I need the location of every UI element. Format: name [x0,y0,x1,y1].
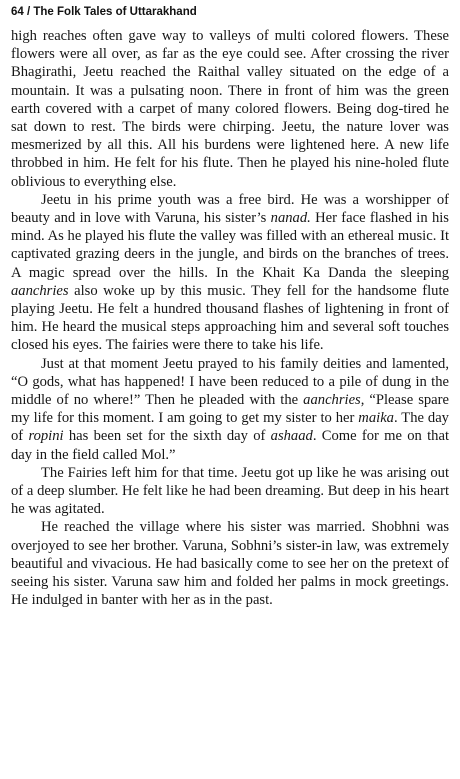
italic-term: aanchries [11,282,69,299]
paragraph [11,27,449,191]
text-segment: high reaches often gave way to valleys of multi colored flowers. These flowers were all over, as far as the eye could see. After crossing the river Bhagirathi, Jeetu reached the Raithal valley situated on the edge of a mountain. It was a pulsating noon. There in front of him was the green earth covered with a carpet of many colored flowers. Being dog-tired he sat down to rest. The birds were chirping. Jeetu, the nature lover was mesmerized by all this. All his burdens were lightened here. A new life throbbed in him. He felt for his flute. Then he played his nine-holed flute oblivious to everything else. [11,28,449,190]
text-segment: has been set for the sixth day of [63,428,271,445]
text-segment: Jeetu in his prime youth was a free bird. He was a worshipper of beauty and in love with Varuna, his sister’s [11,191,449,227]
italic-term: maika [358,410,394,427]
text-segment: , “Please spare my life for this moment. I am going to get my sister to her [11,392,449,427]
paragraph [11,464,449,519]
italic-term: ashaad [270,428,313,445]
italic-term: aanchries [303,392,361,409]
text-segment: Her face flashed in his mind. As he played his flute the valley was filled with an ethereal music. It captivated grazing deers in the jungle, and birds on the branches of trees. A magic spread over the hills. In the Khait Ka Danda the sleeping [11,210,449,281]
text-segment: The Fairies left him for that time. Jeetu got up like he was arising out of a deep slumber. He felt like he had been dreaming. But deep in his heart he was agitated. [11,464,449,518]
italic-term: nanad. [270,210,311,227]
text-segment: . The day of [11,410,449,445]
paragraph [11,191,449,355]
text-segment: . Come for me on that day in the field called Mol.” [11,428,449,463]
italic-term: ropini [28,428,64,445]
paragraph [11,518,449,609]
text-segment: also woke up by this music. They fell for the handsome flute playing Jeetu. He felt a hundred thousand flashes of lightening in front of him. He heard the musical steps approaching him and several soft touches closed his eyes. The fairies were there to take his life. [11,282,449,354]
text-segment: Just at that moment Jeetu prayed to his family deities and lamented, “O gods, what has happened! I have been reduced to a pile of dung in the middle of no where!” Then he pleaded with the [11,355,449,409]
text-segment: He reached the village where his sister was married. Shobhni was overjoyed to see her brother. Varuna, Sobhni’s sister-in law, was extremely beautiful and vivacious. He had basically come to see her on the pretext of seeing his sister. Varuna saw him and folded her palms in mock greetings. He indulged in banter with her as in the past. [11,519,449,609]
paragraph [11,355,449,464]
running-head: 64 / The Folk Tales of Uttarakhand [11,6,197,18]
body-text [11,27,449,610]
